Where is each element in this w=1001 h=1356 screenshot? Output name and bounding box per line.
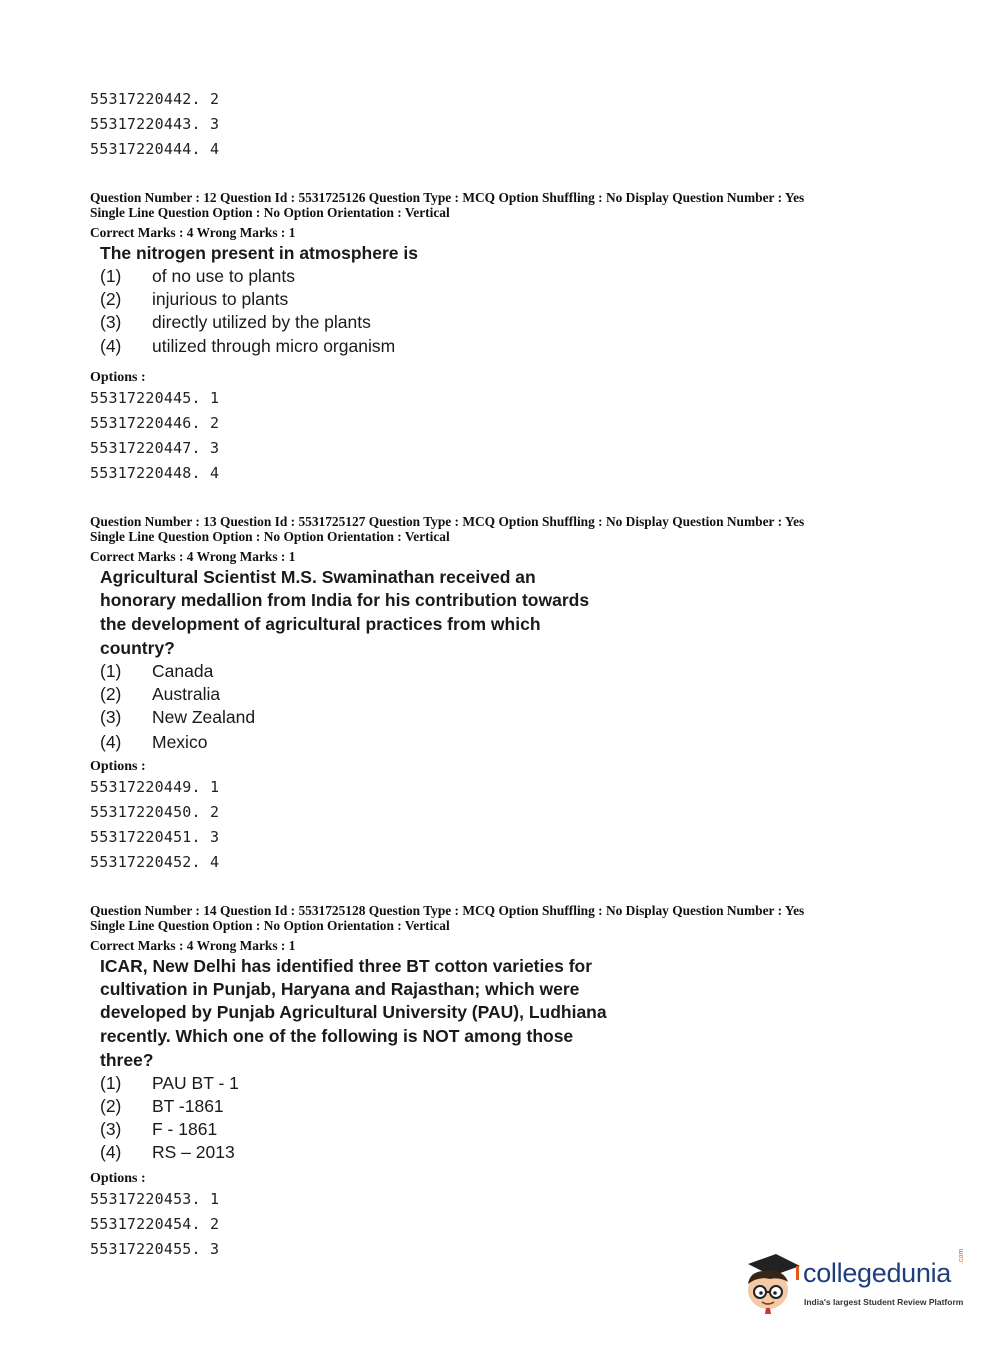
question-12-choice <box>100 336 395 357</box>
choice-text: F - 1861 <box>152 1119 218 1139</box>
question-13-choice <box>100 732 207 753</box>
question-13-text: Agricultural Scientist M.S. Swaminathan received an <box>100 567 536 587</box>
question-14-choice <box>100 1142 235 1163</box>
choice-number: (4) <box>100 732 122 752</box>
choice-number: (4) <box>100 1142 122 1162</box>
question-13-choice <box>100 684 220 705</box>
question-13-choice <box>100 707 255 728</box>
question-14-text: ICAR, New Delhi has identified three BT cotton varieties for <box>100 956 593 976</box>
logo-com: .com <box>958 1248 965 1264</box>
choice-number: (3) <box>100 707 122 727</box>
question-13-choice <box>100 661 213 682</box>
option-id-line: 55317220447. 3 <box>90 439 220 457</box>
student-mascot-icon <box>740 1250 802 1314</box>
choice-number: (2) <box>100 1096 122 1116</box>
question-14-choice <box>100 1096 224 1117</box>
question-14-choice <box>100 1119 217 1140</box>
choice-text: directly utilized by the plants <box>152 312 371 332</box>
question-12-meta-2: Single Line Question Option : No Option Orientation : Vertical <box>90 205 450 220</box>
question-14-text: cultivation in Punjab, Haryana and Rajasthan; which were <box>100 979 580 999</box>
option-id-line: 55317220450. 2 <box>90 803 220 821</box>
question-13-text: honorary medallion from India for his contribution towards <box>100 590 590 610</box>
choice-number: (1) <box>100 266 122 286</box>
question-14-text: three? <box>100 1050 154 1070</box>
choice-text: utilized through micro organism <box>152 336 396 356</box>
choice-number: (1) <box>100 661 122 681</box>
choice-text: Australia <box>152 684 221 704</box>
choice-number: (2) <box>100 289 122 309</box>
question-12-choice <box>100 312 371 333</box>
options-label: Options : <box>90 370 146 385</box>
question-12-marks: Correct Marks : 4 Wrong Marks : 1 <box>90 225 296 240</box>
option-id-line: 55317220445. 1 <box>90 389 220 407</box>
choice-number: (3) <box>100 1119 122 1139</box>
choice-number: (2) <box>100 684 122 704</box>
question-12-choice <box>100 266 295 287</box>
question-13-marks: Correct Marks : 4 Wrong Marks : 1 <box>90 549 296 564</box>
option-id-line: 55317220452. 4 <box>90 853 220 871</box>
option-id-line: 55317220451. 3 <box>90 828 220 846</box>
choice-number: (1) <box>100 1073 122 1093</box>
option-id-line: 55317220442. 2 <box>90 90 220 108</box>
option-id-line: 55317220453. 1 <box>90 1190 220 1208</box>
choice-text: New Zealand <box>152 707 256 727</box>
question-13-text: country? <box>100 638 175 658</box>
choice-text: PAU BT - 1 <box>152 1073 239 1093</box>
choice-text: RS – 2013 <box>152 1142 235 1162</box>
choice-text: Canada <box>152 661 214 681</box>
question-12-choice <box>100 289 288 310</box>
choice-number: (4) <box>100 336 122 356</box>
question-13-meta: Question Number : 13 Question Id : 5531725127 Question Type : MCQ Option Shuffling : No Display Question Number : Yes <box>90 514 805 529</box>
question-14-meta-2: Single Line Question Option : No Option Orientation : Vertical <box>90 918 450 933</box>
option-id-line: 55317220443. 3 <box>90 115 220 133</box>
option-id-line: 55317220448. 4 <box>90 464 220 482</box>
question-14-text: developed by Punjab Agricultural University (PAU), Ludhiana <box>100 1002 607 1022</box>
question-12-meta: Question Number : 12 Question Id : 5531725126 Question Type : MCQ Option Shuffling : No Display Question Number : Yes <box>90 190 805 205</box>
choice-text: Mexico <box>152 732 208 752</box>
logo-tagline: India's largest Student Review Platform <box>804 1297 964 1307</box>
option-id-line: 55317220455. 3 <box>90 1240 220 1258</box>
option-id-line: 55317220454. 2 <box>90 1215 220 1233</box>
question-14-meta: Question Number : 14 Question Id : 5531725128 Question Type : MCQ Option Shuffling : No Display Question Number : Yes <box>90 903 805 918</box>
question-13-text: the development of agricultural practices from which <box>100 614 541 634</box>
question-14-marks: Correct Marks : 4 Wrong Marks : 1 <box>90 938 296 953</box>
question-12-text: The nitrogen present in atmosphere is <box>100 243 418 263</box>
question-13-meta-2: Single Line Question Option : No Option Orientation : Vertical <box>90 529 450 544</box>
choice-text: of no use to plants <box>152 266 296 286</box>
choice-number: (3) <box>100 312 122 332</box>
choice-text: BT -1861 <box>152 1096 224 1116</box>
choice-text: injurious to plants <box>152 289 289 309</box>
option-id-line: 55317220449. 1 <box>90 778 220 796</box>
collegedunia-logo[interactable] <box>740 1250 970 1320</box>
logo-wordmark: collegedunia <box>803 1258 952 1288</box>
option-id-line: 55317220444. 4 <box>90 140 220 158</box>
option-id-line: 55317220446. 2 <box>90 414 220 432</box>
question-14-choice <box>100 1073 239 1094</box>
options-label: Options : <box>90 1171 146 1186</box>
options-label: Options : <box>90 759 146 774</box>
question-14-text: recently. Which one of the following is NOT among those <box>100 1026 574 1046</box>
